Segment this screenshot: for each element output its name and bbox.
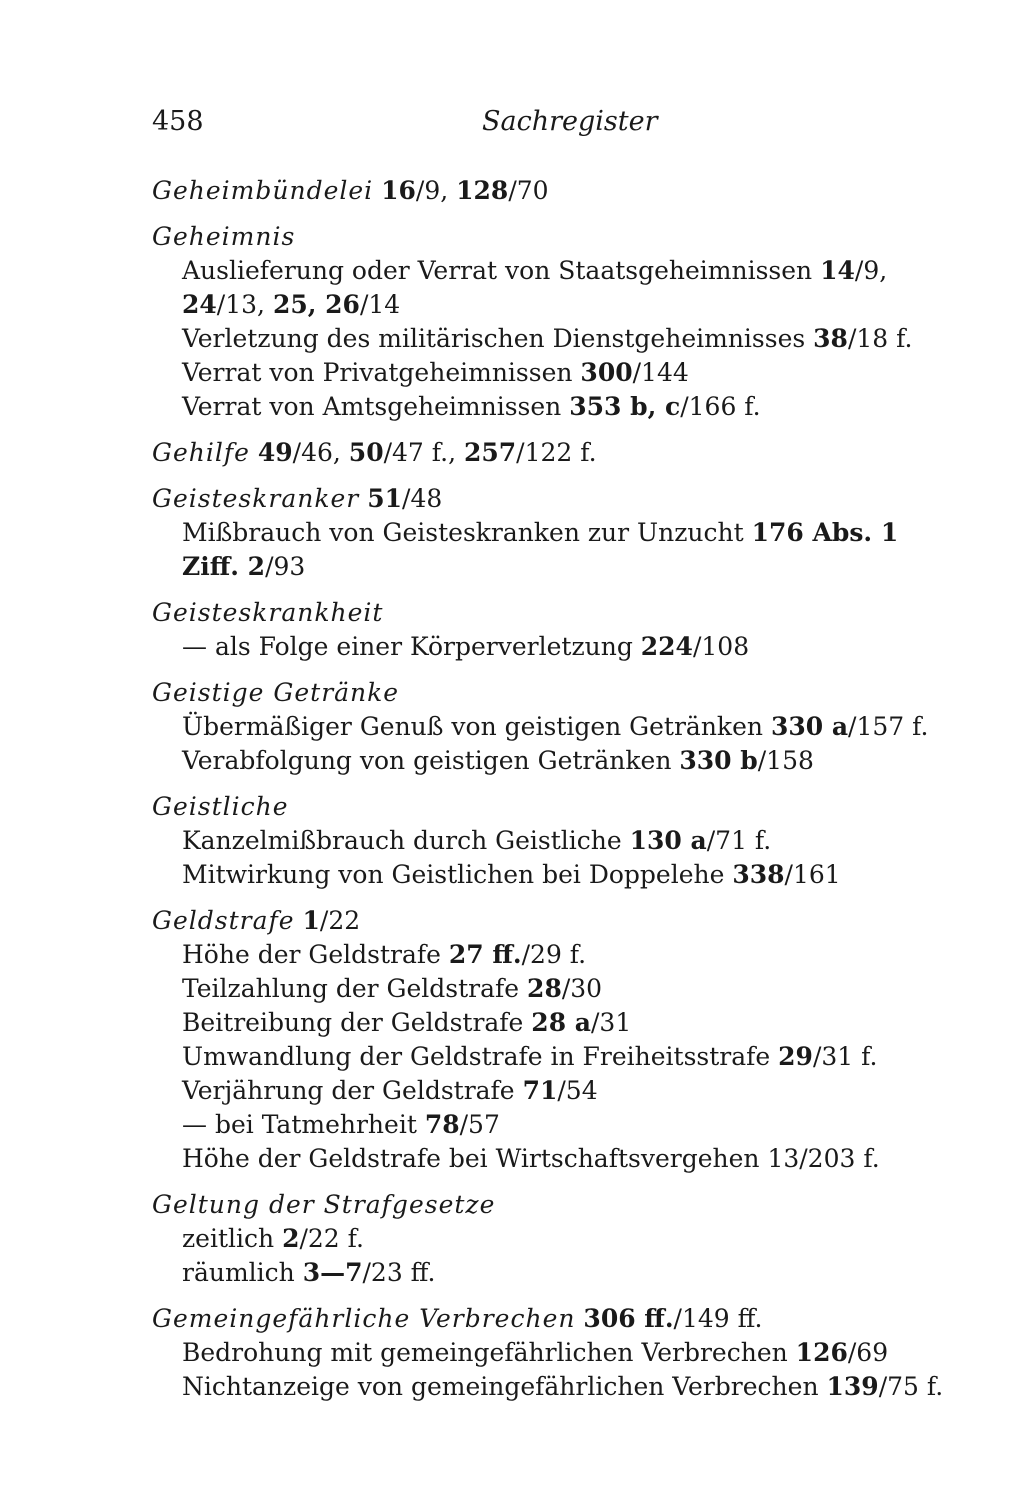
entry-term: Geistige Getränke	[152, 678, 400, 707]
entry-heading: Gehilfe 49/46, 50/47 f., 257/122 f.	[152, 438, 597, 467]
entry-term: Geisteskrankheit	[152, 598, 384, 627]
entry-heading	[152, 1188, 1012, 1222]
entry-heading: Geisteskranker 51/48	[152, 484, 443, 513]
entry-heading: Gemeingefährliche Verbrechen 306 ff./149 ff.	[152, 1304, 763, 1333]
index-entry	[152, 436, 1012, 470]
sub-entry: Mißbrauch von Geisteskranken zur Unzucht 176 Abs. 1	[182, 518, 899, 547]
sub-entry: — bei Tatmehrheit 78/57	[182, 1110, 500, 1139]
entry-term: Geldstrafe	[152, 906, 295, 935]
entry-term: Geheimnis	[152, 222, 296, 251]
sub-entry: Höhe der Geldstrafe 27 ff./29 f.	[182, 940, 587, 969]
index-entry	[152, 220, 1012, 424]
index-entries	[152, 174, 1012, 1416]
index-entry	[152, 904, 1012, 1176]
sub-entry-continuation: 24/13, 25, 26/14	[182, 290, 401, 319]
index-entry	[152, 676, 1012, 778]
index-entry	[152, 1188, 1012, 1290]
entry-heading	[152, 676, 1012, 710]
entry-heading	[152, 596, 1012, 630]
entry-term: Geistliche	[152, 792, 289, 821]
page-number: 458	[152, 106, 204, 137]
sub-entry: Bedrohung mit gemeingefährlichen Verbrechen 126/69	[182, 1338, 889, 1367]
entry-term: Gehilfe	[152, 438, 250, 467]
entry-heading: Geldstrafe 1/22	[152, 906, 361, 935]
entry-heading: Geheimbündelei 16/9, 128/70	[152, 176, 549, 205]
index-entry	[152, 596, 1012, 664]
index-entry	[152, 174, 1012, 208]
sub-entry: Beitreibung der Geldstrafe 28 a/31	[182, 1008, 632, 1037]
sub-entry: Nichtanzeige von gemeingefährlichen Verbrechen 139/75 f.	[182, 1372, 944, 1401]
sub-entry: Übermäßiger Genuß von geistigen Getränken 330 a/157 f.	[182, 712, 929, 741]
sub-entry: zeitlich 2/22 f.	[182, 1224, 364, 1253]
sub-entry: Umwandlung der Geldstrafe in Freiheitsstrafe 29/31 f.	[182, 1042, 878, 1071]
entry-term: Gemeingefährliche Verbrechen	[152, 1304, 576, 1333]
index-entry	[152, 1302, 1012, 1404]
entry-term: Geisteskranker	[152, 484, 360, 513]
entry-heading	[152, 220, 1012, 254]
running-title: Sachregister	[482, 106, 658, 137]
sub-entry: Verjährung der Geldstrafe 71/54	[182, 1076, 598, 1105]
sub-entry-continuation: Ziff. 2/93	[182, 552, 306, 581]
sub-entry: Verletzung des militärischen Dienstgeheimnisses 38/18 f.	[182, 324, 913, 353]
entry-term: Geheimbündelei	[152, 176, 374, 205]
sub-entry: Höhe der Geldstrafe bei Wirtschaftsvergehen 13/203 f.	[182, 1144, 880, 1173]
sub-entry: räumlich 3—7/23 ff.	[182, 1258, 436, 1287]
index-entry	[152, 482, 1012, 584]
sub-entry: Auslieferung oder Verrat von Staatsgeheimnissen 14/9,	[182, 256, 888, 285]
sub-entry: Verabfolgung von geistigen Getränken 330 b/158	[182, 746, 814, 775]
sub-entry: Verrat von Amtsgeheimnissen 353 b, c/166 f.	[182, 392, 761, 421]
index-entry	[152, 790, 1012, 892]
entry-heading	[152, 790, 1012, 824]
page-header	[152, 106, 672, 146]
sub-entry: Kanzelmißbrauch durch Geistliche 130 a/71 f.	[182, 826, 772, 855]
entry-term: Geltung der Strafgesetze	[152, 1190, 496, 1219]
sub-entry: — als Folge einer Körperverletzung 224/108	[182, 632, 750, 661]
sub-entry: Verrat von Privatgeheimnissen 300/144	[182, 358, 689, 387]
sub-entry: Teilzahlung der Geldstrafe 28/30	[182, 974, 603, 1003]
sub-entry: Mitwirkung von Geistlichen bei Doppelehe 338/161	[182, 860, 841, 889]
